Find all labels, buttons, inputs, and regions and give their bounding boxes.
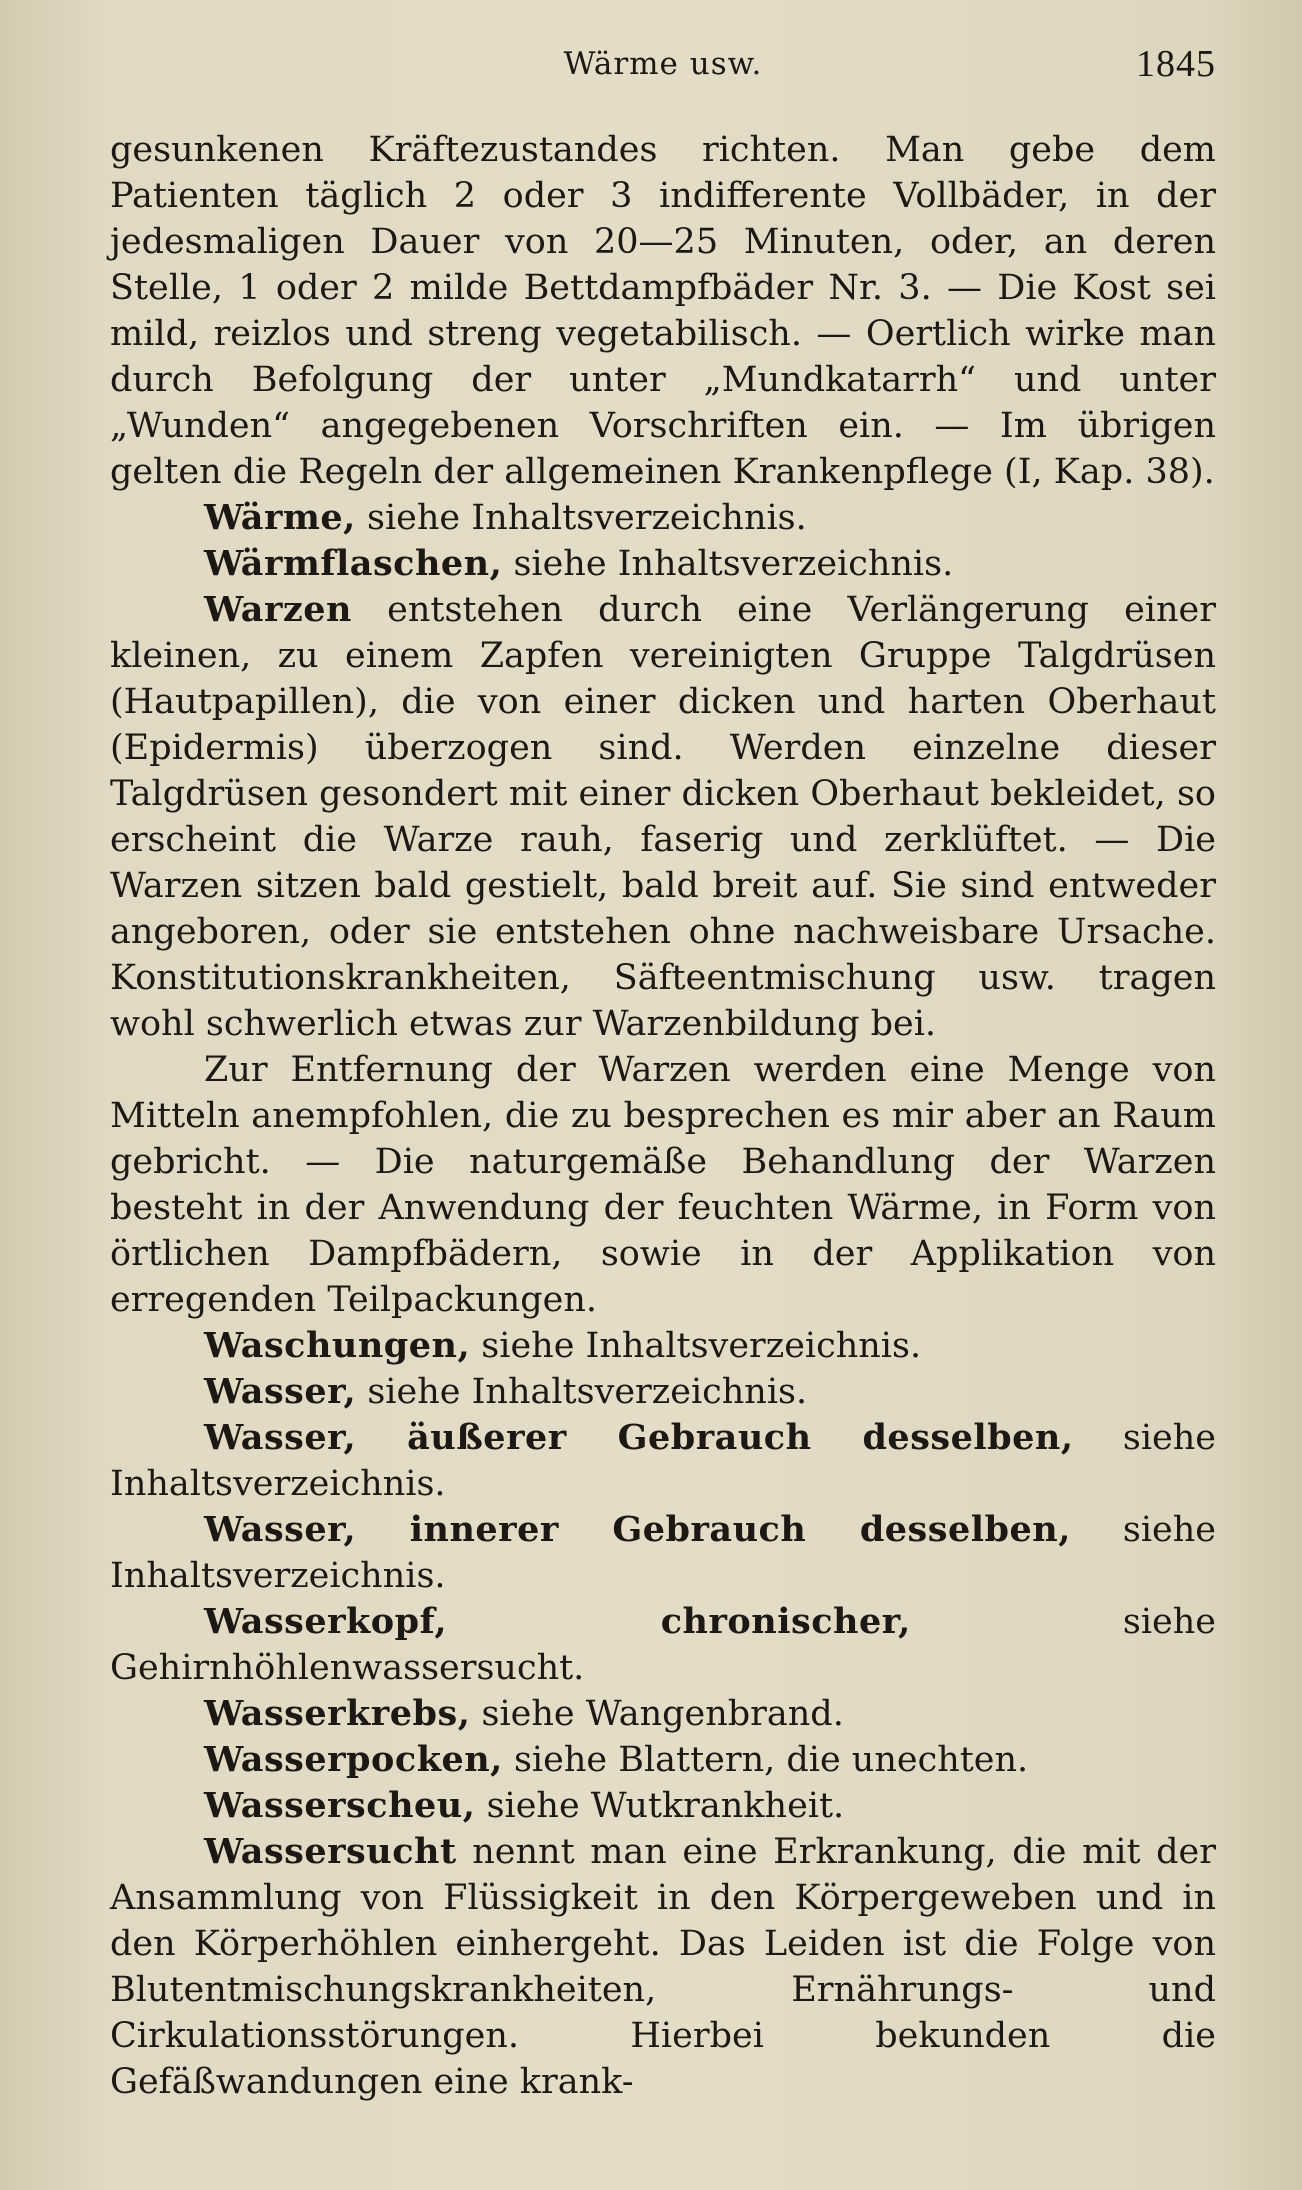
entry-wasserkopf <box>110 1599 1216 1691</box>
entry-waerme <box>110 495 1216 541</box>
entry-term: Wasserpocken, <box>204 1739 503 1780</box>
entry-wasserkrebs <box>110 1691 1216 1737</box>
entry-term: Waschungen, <box>204 1325 471 1366</box>
entry-warzen-treatment <box>110 1047 1216 1323</box>
entry-wasserpocken <box>110 1737 1216 1783</box>
entry-wasser <box>110 1369 1216 1415</box>
entry-text: siehe Wutkrankheit. <box>475 1786 845 1826</box>
entry-text: siehe Inhaltsverzeichnis. <box>470 1326 922 1366</box>
running-title: Wärme usw. <box>563 46 763 82</box>
entry-text: siehe Inhaltsverzeichnis. <box>110 1418 1216 1504</box>
entry-term: Wasserscheu, <box>204 1785 476 1826</box>
entry-text: siehe Blattern, die unechten. <box>502 1740 1029 1780</box>
entry-term: Wärmflaschen, <box>204 543 503 584</box>
entry-term: Wasser, innerer Gebrauch desselben, <box>204 1509 1071 1550</box>
entry-text: siehe Inhaltsverzeichnis. <box>110 1510 1217 1596</box>
entry-term: Wassersucht <box>204 1831 457 1872</box>
entry-waermflaschen <box>110 541 1216 587</box>
page-number: 1845 <box>1136 43 1216 85</box>
body-text <box>110 127 1216 2105</box>
entry-text: siehe Gehirnhöhlenwassersucht. <box>110 1602 1216 1688</box>
continuation-paragraph: gesunkenen Kräftezustandes richten. Man gebe dem Patienten täglich 2 oder 3 indifferente Vollbäder, in der jedesmaligen Dauer von 20—25 Minuten, oder, an deren Stelle, 1 oder 2 milde Bettdampfbäder Nr. 3. — Die Kost sei mild, reizlos und streng vegetabilisch. — Oertlich wirke man durch Befolgung der unter „Mundkatarrh“ und unter „Wunden“ angegebenen Vorschriften ein. — Im übrigen gelten die Regeln der allgemeinen Krankenpflege (I, Kap. 38). <box>110 130 1216 492</box>
entry-text: siehe Inhaltsverzeichnis. <box>502 544 954 584</box>
running-head <box>110 43 1216 96</box>
entry-term: Wasserkrebs, <box>204 1693 471 1734</box>
entry-term: Wasser, <box>204 1371 357 1412</box>
entry-text: Zur Entfernung der Warzen werden eine Menge von Mitteln anempfohlen, die zu besprechen es mir aber an Raum gebricht. — Die naturgemäße Behandlung der Warzen besteht in der Anwendung der feuchten Wärme, in Form von örtlichen Dampfbädern, sowie in der Applikation von erregenden Teilpackungen. <box>110 1050 1216 1320</box>
entry-wasser-innerer <box>110 1507 1216 1599</box>
entry-term: Wärme, <box>204 497 356 538</box>
entry-wasser-aeusserer <box>110 1415 1216 1507</box>
entry-text: siehe Inhaltsverzeichnis. <box>356 1372 808 1412</box>
entry-term: Wasserkopf, chronischer, <box>204 1601 911 1642</box>
entry-term: Warzen <box>204 589 352 630</box>
entry-text: entstehen durch eine Verlängerung einer kleinen, zu einem Zapfen vereinigten Gruppe Talgdrüsen (Hautpapillen), die von einer dicken und harten Oberhaut (Epidermis) überzogen sind. Werden einzelne dieser Talgdrüsen gesondert mit einer dicken Oberhaut bekleidet, so erscheint die Warze rauh, faserig und zerklüftet. — Die Warzen sitzen bald gestielt, bald breit auf. Sie sind entweder angeboren, oder sie entstehen ohne nachweisbare Ursache. Konstitutionskrankheiten, Säfteentmischung usw. tragen wohl schwerlich etwas zur Warzenbildung bei. <box>110 590 1216 1044</box>
entry-wassersucht <box>110 1829 1216 2105</box>
entry-warzen <box>110 587 1216 1047</box>
entry-term: Wasser, äußerer Gebrauch desselben, <box>204 1417 1074 1458</box>
entry-text: siehe Wangenbrand. <box>470 1694 844 1734</box>
entry-wasserscheu <box>110 1783 1216 1829</box>
entry-text: nennt man eine Erkrankung, die mit der Ansammlung von Flüssigkeit in den Körpergeweben und in den Körperhöhlen einhergeht. Das Leiden ist die Folge von Blutentmischungskrankheiten, Ernährungs- und Cirkulationsstörungen. Hierbei bekunden die Gefäßwandungen eine krank- <box>110 1832 1216 2102</box>
entry-text: siehe Inhaltsverzeichnis. <box>355 498 807 538</box>
entry-waschungen <box>110 1323 1216 1369</box>
